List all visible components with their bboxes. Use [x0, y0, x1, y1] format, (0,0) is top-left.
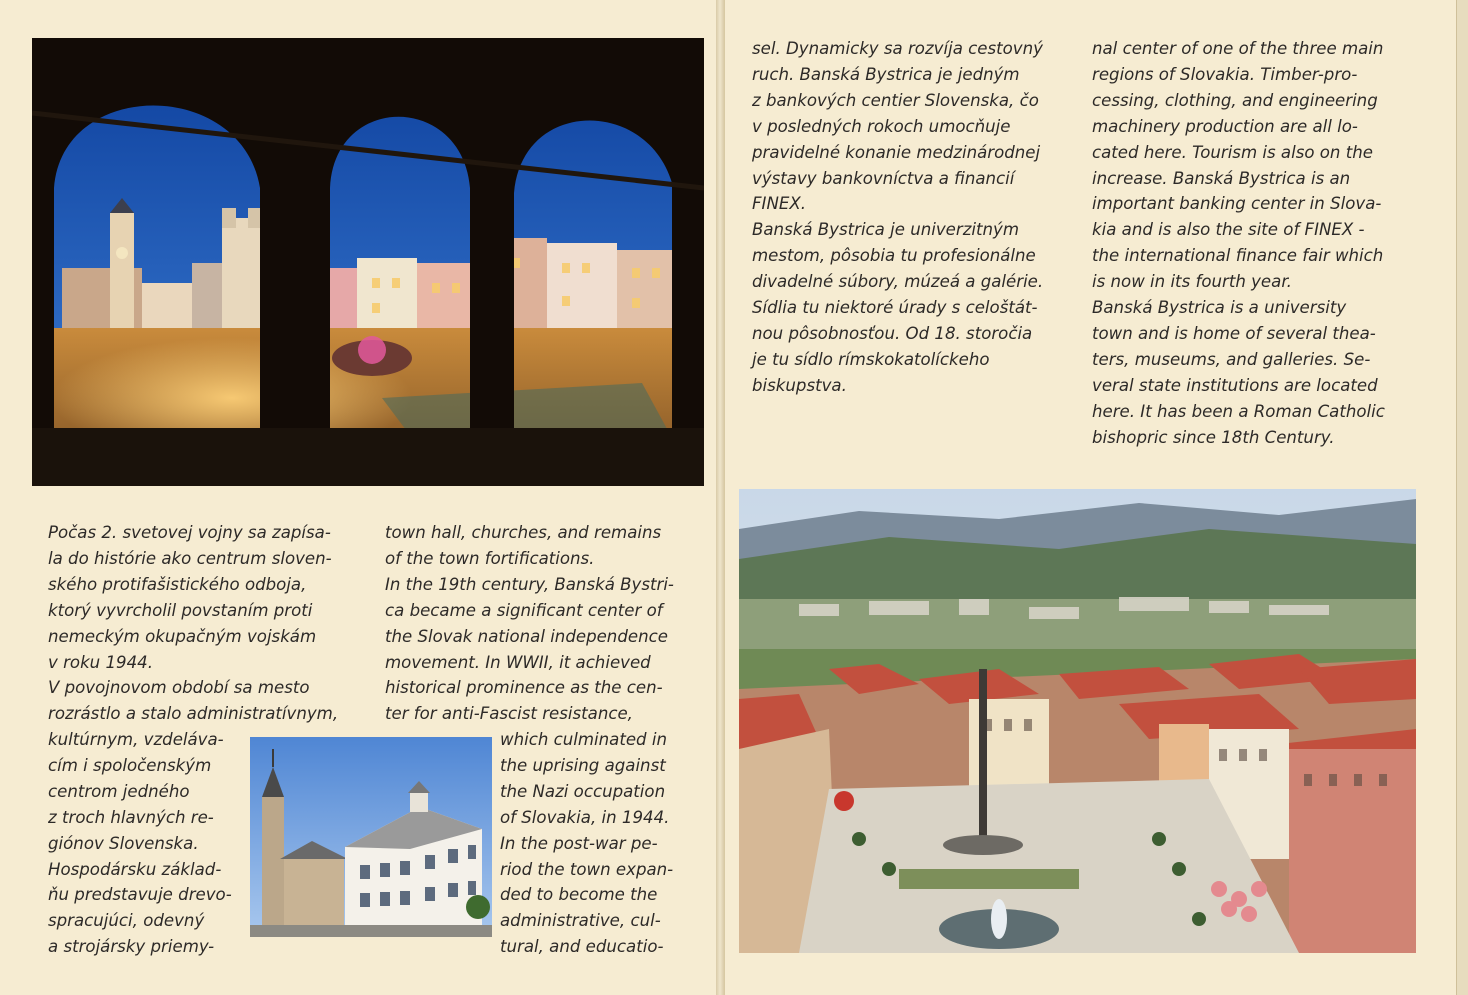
text-line: veral state institutions are located — [1092, 375, 1378, 395]
text-line: ktorý vyvrcholil povstaním proti — [48, 600, 313, 620]
text-line: ského protifašistického odboja, — [48, 574, 307, 594]
text-line: bishopric since 18th Century. — [1092, 427, 1335, 447]
text-line: regions of Slovakia. Timber-pro- — [1092, 64, 1358, 84]
text-line: cím i spoločenským — [48, 755, 212, 775]
text-line: riod the town expan- — [500, 859, 674, 879]
english-text-column-right — [1092, 36, 1403, 451]
text-line: ruch. Banská Bystrica je jedným — [752, 64, 1020, 84]
text-line: machinery production are all lo- — [1092, 116, 1358, 136]
text-line: pravidelné konanie medzinárodnej — [752, 142, 1041, 162]
text-line: In the 19th century, Banská Bystri- — [385, 574, 674, 594]
text-line: the Slovak national independence — [385, 626, 668, 646]
english-text-column-left-top — [385, 520, 695, 727]
text-line: Sídlia tu niektoré úrady s celoštát- — [752, 298, 1038, 318]
text-line: town hall, churches, and remains — [385, 523, 662, 542]
text-line: divadelné súbory, múzeá a galérie. — [752, 272, 1044, 292]
text-line: increase. Banská Bystrica is an — [1092, 168, 1351, 188]
text-line: ca became a significant center of — [385, 600, 663, 620]
text-line: nou pôsobnosťou. Od 18. storočia — [752, 323, 1033, 343]
page-gutter — [716, 0, 724, 995]
text-line: historical prominence as the cen- — [385, 678, 663, 698]
text-line: Počas 2. svetovej vojny sa zapísa- — [48, 523, 331, 542]
text-line: cessing, clothing, and engineering — [1092, 90, 1378, 110]
text-line: movement. In WWII, it achieved — [385, 652, 651, 672]
text-line: important banking center in Slova- — [1092, 194, 1382, 214]
page-edge — [1456, 0, 1468, 995]
text-line: cated here. Tourism is also on the — [1092, 142, 1373, 162]
english-text-column-left-bottom — [500, 727, 694, 960]
text-line: Banská Bystrica is a university — [1092, 298, 1347, 318]
text-line: of the town fortifications. — [385, 548, 595, 568]
text-line: sel. Dynamicky sa rozvíja cestovný — [752, 39, 1043, 58]
text-line: Banská Bystrica je univerzitným — [752, 220, 1020, 240]
text-line: town and is home of several thea- — [1092, 323, 1376, 343]
text-line: administrative, cul- — [500, 911, 661, 931]
text-line: of Slovakia, in 1944. — [500, 807, 670, 827]
church-townhall-photo — [250, 737, 492, 937]
text-line: the Nazi occupation — [500, 781, 666, 801]
text-line: which culminated in — [500, 730, 667, 749]
text-line: ded to become the — [500, 885, 658, 905]
text-line: Hospodársku základ- — [48, 859, 222, 879]
slovak-text-column-left-narrow — [48, 727, 243, 960]
night-square-arcade-photo — [32, 38, 704, 486]
text-line: V povojnovom období sa mesto — [48, 678, 310, 698]
text-line: kia and is also the site of FINEX - — [1092, 220, 1365, 240]
text-line: nemeckým okupačným vojskám — [48, 626, 317, 646]
text-line: rozrástlo a stalo administratívnym, — [48, 704, 339, 724]
text-line: ter for anti-Fascist resistance, — [385, 704, 633, 724]
slovak-text-column-left — [48, 520, 356, 727]
text-line: FINEX. — [752, 194, 806, 214]
text-line: kultúrnym, vzdeláva- — [48, 730, 224, 749]
text-line: ters, museums, and galleries. Se- — [1092, 349, 1371, 369]
text-line: biskupstva. — [752, 375, 847, 395]
text-line: v posledných rokoch umocňuje — [752, 116, 1011, 136]
text-line: a strojársky priemy- — [48, 937, 215, 957]
text-line: spracujúci, odevný — [48, 911, 205, 931]
text-line: je tu sídlo rímskokatolíckeho — [752, 349, 990, 369]
aerial-town-photo — [739, 489, 1416, 953]
text-line: is now in its fourth year. — [1092, 272, 1292, 292]
text-line: tural, and educatio- — [500, 937, 664, 957]
slovak-text-column-right — [752, 36, 1064, 399]
text-line: centrom jedného — [48, 781, 190, 801]
text-line: v roku 1944. — [48, 652, 153, 672]
text-line: the uprising against — [500, 755, 666, 775]
text-line: nal center of one of the three main — [1092, 39, 1384, 58]
text-line: giónov Slovenska. — [48, 833, 199, 853]
text-line: In the post-war pe- — [500, 833, 658, 853]
text-line: la do histórie ako centrum sloven- — [48, 548, 332, 568]
text-line: z bankových centier Slovenska, čo — [752, 90, 1039, 110]
text-line: ňu predstavuje drevo- — [48, 885, 232, 905]
text-line: here. It has been a Roman Catholic — [1092, 401, 1385, 421]
text-line: výstavy bankovníctva a financií — [752, 168, 1015, 188]
text-line: the international finance fair which — [1092, 246, 1384, 266]
text-line: z troch hlavných re- — [48, 807, 214, 827]
text-line: mestom, pôsobia tu profesionálne — [752, 246, 1036, 266]
